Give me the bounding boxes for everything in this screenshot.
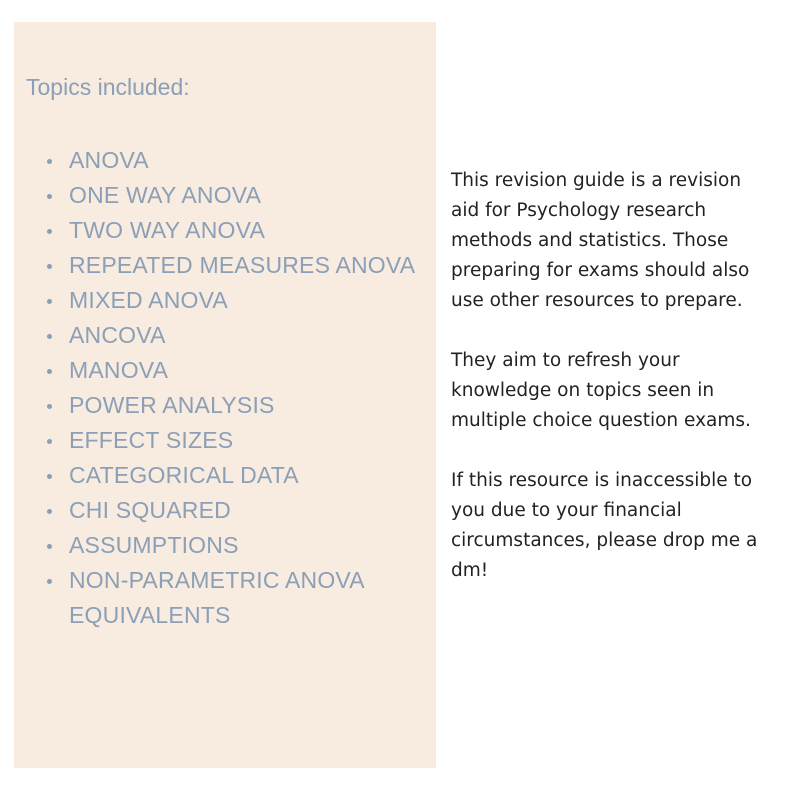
info-paragraph-access: If this resource is inaccessible to you due to your financial circumstances, please drop me a dm! xyxy=(451,470,758,581)
bullet-icon xyxy=(47,369,52,374)
bullet-icon xyxy=(47,474,52,479)
topic-label: REPEATED MEASURES ANOVA xyxy=(69,252,416,278)
bullet-icon xyxy=(47,299,52,304)
list-item xyxy=(14,248,424,283)
bullet-icon xyxy=(47,264,52,269)
bullet-icon xyxy=(47,439,52,444)
bullet-icon xyxy=(47,404,52,409)
topic-label: CHI SQUARED xyxy=(69,497,231,523)
bullet-icon xyxy=(47,229,52,234)
bullet-icon xyxy=(47,579,52,584)
topic-label: ANOVA xyxy=(69,147,149,173)
list-item xyxy=(14,388,424,423)
list-item xyxy=(14,563,424,633)
list-item xyxy=(14,493,424,528)
list-item xyxy=(14,528,424,563)
topics-list xyxy=(14,143,424,633)
topic-label: NON-PARAMETRIC ANOVA EQUIVALENTS xyxy=(69,567,364,628)
topic-label: ANCOVA xyxy=(69,322,166,348)
topic-label: POWER ANALYSIS xyxy=(69,392,275,418)
topics-heading: Topics included: xyxy=(26,74,190,100)
list-item xyxy=(14,213,424,248)
bullet-icon xyxy=(47,159,52,164)
bullet-icon xyxy=(47,334,52,339)
list-item xyxy=(14,458,424,493)
topics-panel xyxy=(14,22,436,768)
list-item xyxy=(14,423,424,458)
bullet-icon xyxy=(47,509,52,514)
topic-label: ONE WAY ANOVA xyxy=(69,182,262,208)
bullet-icon xyxy=(47,544,52,549)
list-item xyxy=(14,353,424,388)
topic-label: TWO WAY ANOVA xyxy=(69,217,265,243)
topic-label: MIXED ANOVA xyxy=(69,287,228,313)
topic-label: EFFECT SIZES xyxy=(69,427,234,453)
topic-label: CATEGORICAL DATA xyxy=(69,462,299,488)
topic-label: MANOVA xyxy=(69,357,169,383)
bullet-icon xyxy=(47,194,52,199)
info-paragraph-purpose: This revision guide is a revision aid for Psychology research methods and statistics. Those preparing for exams should also use other resources to prepare. xyxy=(451,170,750,311)
topic-label: ASSUMPTIONS xyxy=(69,532,239,558)
list-item xyxy=(14,318,424,353)
info-paragraph-aim: They aim to refresh your knowledge on topics seen in multiple choice question exams. xyxy=(451,350,751,431)
list-item xyxy=(14,143,424,178)
list-item xyxy=(14,178,424,213)
list-item xyxy=(14,283,424,318)
info-block xyxy=(451,166,781,616)
